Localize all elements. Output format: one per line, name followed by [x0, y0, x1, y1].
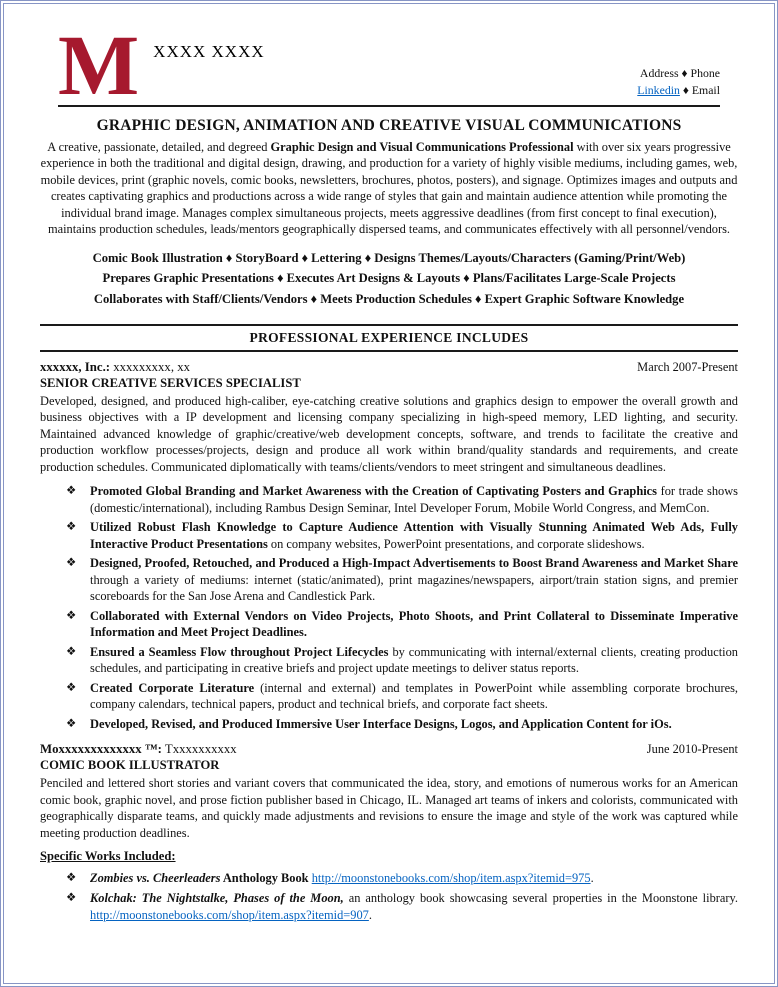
- identity-block: [58, 17, 265, 113]
- bullet-text: [90, 680, 738, 713]
- section-title: PROFESSIONAL EXPERIENCE INCLUDES: [249, 329, 529, 345]
- bullet-diamond-icon: ❖: [66, 521, 77, 534]
- skills-block: [40, 248, 738, 310]
- bullet-text: [90, 519, 738, 552]
- summary-highlight: Graphic Design and Visual Communications Professional: [270, 139, 574, 154]
- resume-page: [3, 3, 775, 984]
- bullet-lead: Utilized Robust Flash Knowledge to Capture Audience Attention with Visually Stunning Animated Web Ads, Fully Interactive Product Presentations: [90, 520, 738, 551]
- bullet-lead: Created Corporate Literature: [90, 680, 255, 695]
- work2-mid: an anthology book showcasing several properties in the Moonstone library.: [343, 891, 738, 906]
- bullet-diamond-icon: ❖: [66, 892, 77, 905]
- job2-meta-row: [40, 742, 738, 757]
- job2-dates: June 2010-Present: [646, 742, 738, 757]
- bullet-diamond-icon: ❖: [66, 681, 77, 694]
- resume-header: [40, 17, 738, 113]
- work-text: [90, 870, 738, 887]
- job1-bullet-3: [66, 555, 738, 605]
- work1-title: Zombies vs. Cheerleaders: [90, 871, 221, 886]
- job1-dates: March 2007-Present: [637, 359, 738, 374]
- candidate-name: XXXX XXXX: [153, 42, 265, 61]
- header-divider: [58, 105, 720, 107]
- works-heading: Specific Works Included:: [40, 849, 176, 864]
- job2-company-line: [40, 742, 237, 757]
- job1-title: SENIOR CREATIVE SERVICES SPECIALIST: [40, 375, 301, 390]
- moonstone-link-907[interactable]: http://moonstonebooks.com/shop/item.aspx?itemid=907: [90, 907, 369, 922]
- bullet-text: [90, 608, 738, 641]
- header-row: [58, 17, 720, 113]
- summary-section: [40, 117, 738, 310]
- contact-block: [637, 65, 720, 100]
- bullet-detail: on company websites, PowerPoint presentations, and corporate slideshows.: [267, 536, 645, 551]
- summary-paragraph: [40, 139, 738, 238]
- bullet-detail: for trade shows (domestic/international), including Rambus Design Seminar, Intel Developer Forum, Mobile World Congress, and MemCon.: [90, 484, 738, 515]
- bullet-detail: by communicating with internal/external clients, creating production schedules, and participating in creative briefs and project update meetings to deliver status reports.: [90, 644, 738, 676]
- linkedin-link[interactable]: Linkedin: [637, 83, 680, 97]
- bullet-text: [90, 716, 738, 733]
- monogram-letter: M: [58, 17, 140, 113]
- bullet-diamond-icon: ❖: [66, 717, 77, 730]
- bullet-lead: Designed, Proofed, Retouched, and Produced a High-Impact Advertisements to Boost Brand Awareness and Market Share: [90, 556, 738, 571]
- bullet-text: [90, 555, 738, 605]
- skills-line-1: Comic Book Illustration ♦ StoryBoard ♦ Lettering ♦ Designs Themes/Layouts/Characters (Gaming/Print/Web): [92, 250, 686, 265]
- job1-bullet-1: [66, 483, 738, 516]
- job2-title: COMIC BOOK ILLUSTRATOR: [40, 758, 220, 773]
- bullet-diamond-icon: ❖: [66, 557, 77, 570]
- job2-company-detail: Txxxxxxxxxx: [161, 742, 237, 757]
- work1-mid: Anthology Book: [220, 871, 312, 886]
- job2-description: Penciled and lettered short stories and variant covers that communicated the idea, story, and emotions of numerous works for an American comic book, graphic novel, and prose fiction publisher based in Chicago, IL. Managed art teams of inkers and colorists, communicated with geographically disparate teams, and quickly made adjustments and revisions to ensure the image and style of the work was captured while meeting production deadlines.: [40, 776, 738, 840]
- bullet-detail: through a variety of mediums: internet (static/animated), print magazines/newspapers, airport/train station signs, and premier scoreboards for the San Jose Arena and Candlestick Park.: [90, 572, 738, 604]
- works-list: [40, 870, 738, 923]
- bullet-detail: (internal and external) and templates in PowerPoint while assembling corporate brochures, company calendars, technical papers, product and technical briefs, and corporate fact sheets.: [90, 680, 738, 712]
- work-text: [90, 890, 738, 923]
- job1-bullet-5: [66, 644, 738, 677]
- bullet-lead: Ensured a Seamless Flow throughout Project Lifecycles: [90, 644, 389, 659]
- bullet-lead: Developed, Revised, and Produced Immersive User Interface Designs, Logos, and Application Content for iOs.: [90, 716, 672, 731]
- bullet-lead: Collaborated with External Vendors on Video Projects, Photo Shoots, and Print Collateral to Disseminate Imperative Information and Meet Project Deadlines.: [90, 608, 738, 640]
- contact-links-line: [637, 82, 720, 99]
- bullet-diamond-icon: ❖: [66, 872, 77, 885]
- summary-intro: A creative, passionate, detailed, and degreed: [47, 139, 271, 154]
- bullet-lead: Promoted Global Branding and Market Awareness with the Creation of Captivating Posters and Graphics: [90, 484, 657, 499]
- job1-bullet-6: [66, 680, 738, 713]
- work-item-2: [66, 890, 738, 923]
- summary-body: with over six years progressive experience in both the traditional and digital design, drawing, and production for a variety of highly visible mediums, including games, web, mobile devices, print (graphic novels, comic books, newsletters, brochures, photos, posters), and signage. Optimizes images and outputs and creates captivating graphics and productions across a wide range of styles that gain and maintain audience attention while promoting the individual brand image. Manages complex simultaneous projects, meets aggressive deadlines (from first concept to final execution), maintains production schedules, leads/mentors geographically dispersed teams, and communicates effectively with all personnel/vendors.: [40, 139, 738, 237]
- contact-email: Email: [691, 83, 720, 97]
- bullet-text: [90, 483, 738, 516]
- job2-company-name: Moxxxxxxxxxxxxx ™:: [40, 742, 162, 757]
- job1-meta-row: [40, 360, 738, 375]
- job1-company-line: [40, 360, 190, 375]
- bullet-diamond-icon: ❖: [66, 645, 77, 658]
- skills-line-2: Prepares Graphic Presentations ♦ Executes Art Designs & Layouts ♦ Plans/Facilitates Large-Scale Projects: [102, 271, 676, 286]
- bullet-diamond-icon: ❖: [66, 609, 77, 622]
- contact-address-phone: Address ♦ Phone: [639, 66, 720, 81]
- job-entry-1: [40, 360, 738, 733]
- job1-bullet-4: [66, 608, 738, 641]
- job1-company-name: xxxxxx, Inc.:: [40, 359, 111, 374]
- work1-suffix: .: [590, 871, 594, 886]
- section-header-experience: [40, 324, 738, 352]
- job1-bullet-2: [66, 519, 738, 552]
- job1-description: Developed, designed, and produced high-caliber, eye-catching creative solutions and graphics design to empower the overall growth and business objectives with a IP development and licensing company specializing in high-speed memory, LED lighting, and security. Maintained advanced knowledge of graphic/creative/web development concepts, software, and trends to facilitate the creative and production workflow processes/projects, design and produce all work within brand/quality standards and requirements, and create production schedules. Communicated diplomatically with teams/clients/vendors to meet stringent and simultaneous deadlines.: [40, 393, 738, 474]
- bullet-text: [90, 644, 738, 677]
- resume-headline: GRAPHIC DESIGN, ANIMATION AND CREATIVE VISUAL COMMUNICATIONS: [96, 116, 682, 134]
- work2-suffix: .: [368, 907, 372, 922]
- moonstone-link-975[interactable]: http://moonstonebooks.com/shop/item.aspx?itemid=975: [311, 871, 591, 886]
- work-item-1: [66, 870, 738, 887]
- contact-separator: ♦: [679, 83, 692, 97]
- job-entry-2: [40, 742, 738, 923]
- skills-line-3: Collaborates with Staff/Clients/Vendors ♦ Meets Production Schedules ♦ Expert Graphic Software Knowledge: [93, 292, 685, 307]
- bullet-diamond-icon: ❖: [66, 485, 77, 498]
- job1-bullet-list: [40, 483, 738, 732]
- job1-bullet-7: [66, 716, 738, 733]
- job1-company-detail: xxxxxxxxx, xx: [110, 359, 191, 374]
- work2-title: Kolchak: The Nightstalke, Phases of the Moon,: [90, 891, 344, 906]
